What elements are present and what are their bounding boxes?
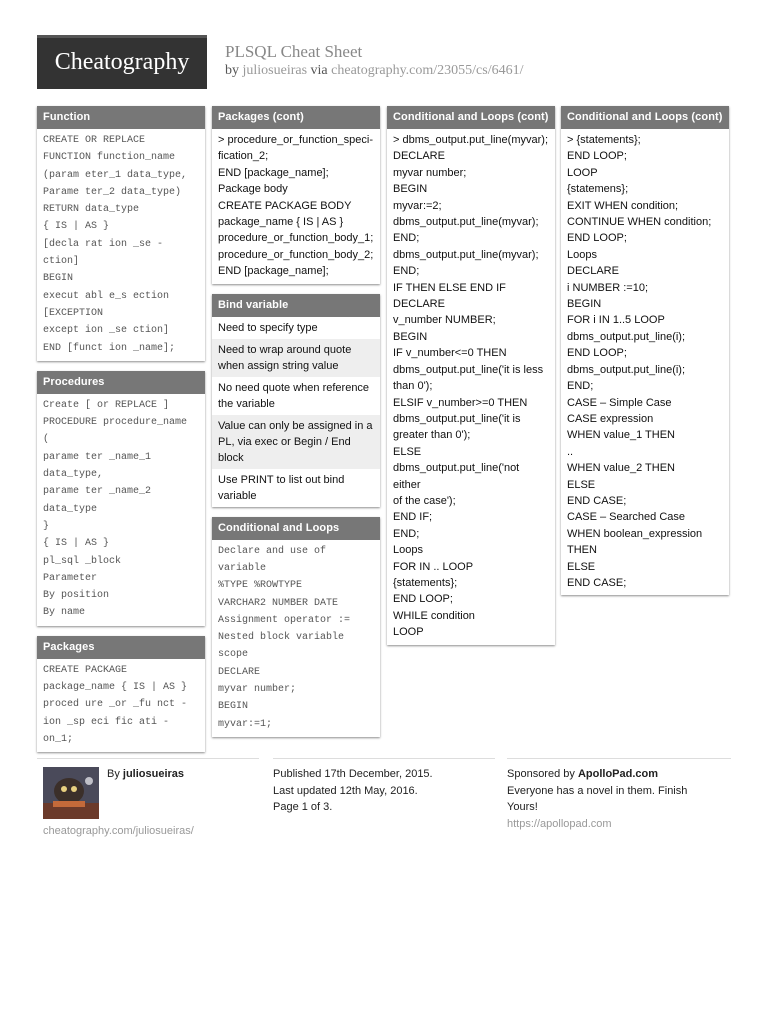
- text-line: myvar:=1;: [218, 718, 273, 730]
- row-text-line: Use PRINT to list out bind: [218, 473, 345, 486]
- text-line: By position: [43, 590, 110, 602]
- text-line: dbms_output.put_line(i);: [567, 330, 686, 343]
- page-title: PLSQL Cheat Sheet: [225, 42, 363, 61]
- procedures-section: [37, 371, 205, 626]
- row-text-line: when assign string value: [218, 359, 339, 372]
- text-line: package_name { IS | AS }: [218, 216, 344, 229]
- text-line: END;: [393, 232, 420, 245]
- text-line: ELSE: [567, 478, 596, 491]
- text-line: Parameter: [43, 572, 98, 584]
- text-line: dbms_output.put_line(myvar);: [393, 248, 539, 261]
- packages-section: [37, 636, 205, 752]
- text-line: ELSE: [567, 560, 596, 573]
- text-line: END IF;: [393, 511, 433, 524]
- text-line: BEGIN: [218, 701, 249, 713]
- avatar-image: [43, 767, 99, 819]
- sponsor-text-1: Everyone has a novel in them. Finish: [507, 784, 688, 797]
- text-line: ELSE: [393, 445, 422, 458]
- text-line: pl_sql _block: [43, 555, 122, 567]
- text-line: FOR i IN 1..5 LOOP: [567, 314, 665, 327]
- text-line: myvar number;: [218, 684, 297, 696]
- text-line: END;: [393, 265, 420, 278]
- section-header: Conditional and Loops (cont): [387, 106, 555, 129]
- text-line: FOR IN .. LOOP: [393, 560, 474, 573]
- text-line: (: [43, 434, 50, 446]
- text-line: myvar:=2;: [393, 199, 442, 212]
- text-line: CASE – Searched Case: [567, 511, 686, 524]
- column-3: [387, 106, 555, 655]
- text-line: data_type: [43, 503, 98, 515]
- column-4: [561, 106, 729, 605]
- by-label: By: [107, 768, 120, 780]
- text-line: [EXCEPTION: [43, 307, 104, 319]
- text-line: BEGIN: [567, 298, 602, 311]
- row-text-line: the variable: [218, 397, 275, 410]
- text-line: END LOOP;: [393, 593, 453, 606]
- text-line: procedure_or_function_body_1;: [218, 232, 374, 245]
- section-body: [212, 129, 380, 284]
- text-line: ELSIF v_number>=0 THEN: [393, 396, 528, 409]
- row-text-line: variable: [218, 489, 257, 502]
- text-line: IF v_number<=0 THEN: [393, 347, 507, 360]
- packages-cont-section: [212, 106, 380, 284]
- text-line: PROCEDURE procedure_name: [43, 417, 188, 429]
- page-number: Page 1 of 3.: [273, 801, 333, 813]
- text-line: RETURN data_type: [43, 204, 140, 216]
- text-line: Package body: [218, 183, 288, 196]
- text-line: END LOOP;: [567, 232, 627, 245]
- text-line: Assignment operator :=: [218, 614, 351, 626]
- text-line: { IS | AS }: [43, 221, 110, 233]
- text-line: DECLARE: [393, 298, 445, 311]
- text-line: myvar number;: [393, 166, 467, 179]
- text-line: {statements};: [393, 576, 458, 589]
- text-line: Loops: [393, 544, 423, 557]
- text-line: ction]: [43, 256, 80, 268]
- text-line: EXIT WHEN condition;: [567, 199, 679, 212]
- avatar[interactable]: [43, 767, 99, 819]
- header: [37, 33, 731, 91]
- row-text-line: block: [218, 451, 244, 464]
- section-body: [37, 394, 205, 626]
- section-body: [212, 317, 380, 507]
- text-line: i NUMBER :=10;: [567, 281, 648, 294]
- author-name-link[interactable]: juliosueiras: [122, 768, 185, 780]
- text-line: CREATE PACKAGE: [43, 664, 128, 676]
- text-line: ion _sp eci fic ati -: [43, 716, 170, 728]
- row-text-line: PL, via exec or Begin / End: [218, 435, 351, 448]
- sponsor-url-link[interactable]: https://apollopad.com: [507, 817, 612, 830]
- bind-variable-section: [212, 294, 380, 507]
- section-header: Procedures: [37, 371, 205, 394]
- row-text-line: Value can only be assigned in a: [218, 419, 373, 432]
- text-line: IF THEN ELSE END IF: [393, 281, 506, 294]
- conditional-loops-cont-section: [387, 106, 555, 645]
- section-header: Packages: [37, 636, 205, 659]
- text-line: WHILE condition: [393, 609, 475, 622]
- text-line: WHEN value_1 THEN: [567, 429, 675, 442]
- text-line: CASE expression: [567, 412, 654, 425]
- function-section: [37, 106, 205, 361]
- text-line: dbms_output.put_line(i);: [567, 363, 686, 376]
- text-line: Nested block variable: [218, 632, 345, 644]
- row-text-line: Need to specify type: [218, 321, 318, 334]
- footer-author-name: [107, 766, 184, 783]
- sponsor-text-2: Yours!: [507, 801, 538, 813]
- author-link[interactable]: juliosueiras: [242, 63, 308, 78]
- section-body: [561, 129, 729, 595]
- section-body: [212, 540, 380, 737]
- text-line: ..: [567, 445, 574, 458]
- column-1: [37, 106, 205, 762]
- table-row: [212, 317, 380, 339]
- table-row: [212, 377, 380, 415]
- section-header: Packages (cont): [212, 106, 380, 129]
- text-line: END [package_name];: [218, 166, 329, 179]
- text-line: END LOOP;: [567, 150, 627, 163]
- text-line: proced ure _or _fu nct -: [43, 699, 188, 711]
- text-line: data_type,: [43, 469, 104, 481]
- text-line: Parame ter_2 data_type): [43, 186, 182, 198]
- by-prefix: by: [225, 63, 239, 78]
- published-date: Published 17th December, 2015.: [273, 768, 433, 780]
- text-line: v_number NUMBER;: [393, 314, 496, 327]
- author-profile-link[interactable]: cheatography.com/juliosueiras/: [43, 825, 194, 837]
- text-line: dbms_output.put_line('it is: [393, 412, 521, 425]
- updated-date: Last updated 12th May, 2016.: [273, 784, 418, 797]
- text-line: (param eter_1 data_type,: [43, 169, 188, 181]
- text-line: variable: [218, 562, 267, 574]
- text-line: dbms_output.put_line(myvar);: [393, 216, 539, 229]
- section-body: [37, 129, 205, 361]
- text-line: WHEN boolean_expression: [567, 527, 703, 540]
- sponsor-link[interactable]: ApolloPad.com: [577, 768, 659, 780]
- text-line: BEGIN: [43, 273, 74, 285]
- text-line: END LOOP;: [567, 347, 627, 360]
- section-body: [387, 129, 555, 645]
- text-line: END [package_name];: [218, 265, 329, 278]
- text-line: CASE – Simple Case: [567, 396, 672, 409]
- text-line: than 0');: [393, 380, 433, 393]
- row-text-line: No need quote when reference: [218, 381, 370, 394]
- text-line: { IS | AS }: [43, 538, 110, 550]
- text-line: LOOP: [567, 166, 598, 179]
- text-line: WHEN value_2 THEN: [567, 462, 675, 475]
- text-line: {statemens};: [567, 183, 629, 196]
- text-line: parame ter _name_1: [43, 451, 152, 463]
- via-label: via: [310, 63, 328, 78]
- text-line: DECLARE: [567, 265, 619, 278]
- column-2: [212, 106, 380, 747]
- text-line: BEGIN: [393, 330, 428, 343]
- text-line: parame ter _name_2: [43, 486, 152, 498]
- text-line: > dbms_output.put_line(myvar);: [393, 134, 548, 146]
- text-line: %TYPE %ROWTYPE: [218, 580, 303, 592]
- text-line: END;: [567, 380, 594, 393]
- text-line: By name: [43, 607, 86, 619]
- text-line: execut abl e_s ection: [43, 290, 170, 302]
- text-line: > {statements};: [567, 134, 641, 146]
- text-line: DECLARE: [393, 150, 445, 163]
- row-text-line: Need to wrap around quote: [218, 343, 352, 356]
- text-line: of the case');: [393, 494, 456, 507]
- text-line: CREATE OR REPLACE: [43, 135, 146, 146]
- text-line: END CASE;: [567, 576, 627, 589]
- text-line: Loops: [567, 248, 597, 261]
- section-header: Function: [37, 106, 205, 129]
- text-line: Create [ or REPLACE ]: [43, 399, 170, 411]
- section-header: Conditional and Loops: [212, 517, 380, 540]
- text-line: FUNCTION function_name: [43, 152, 176, 164]
- text-line: END;: [393, 527, 420, 540]
- text-line: except ion _se ction]: [43, 325, 170, 337]
- text-line: [decla rat ion _se -: [43, 238, 164, 250]
- section-header: Bind variable: [212, 294, 380, 317]
- cheatography-logo[interactable]: Cheatography: [37, 35, 207, 89]
- text-line: dbms_output.put_line('it is less: [393, 363, 544, 376]
- text-line: VARCHAR2 NUMBER DATE: [218, 597, 339, 609]
- text-line: END [funct ion _name];: [43, 342, 176, 354]
- text-line: greater than 0');: [393, 429, 471, 442]
- text-line: }: [43, 520, 50, 532]
- text-line: BEGIN: [393, 183, 428, 196]
- conditional-loops-cont2-section: [561, 106, 729, 595]
- footer-author: [37, 758, 259, 837]
- text-line: THEN: [567, 544, 597, 557]
- text-line: DECLARE: [218, 666, 261, 678]
- section-body: [37, 659, 205, 752]
- text-line: Declare and use of: [218, 545, 327, 557]
- text-line: fication_2;: [218, 150, 269, 163]
- text-line: scope: [218, 649, 249, 661]
- text-line: CREATE PACKAGE BODY: [218, 199, 352, 212]
- text-line: CONTINUE WHEN condition;: [567, 216, 712, 229]
- text-line: dbms_output.put_line('not either: [393, 462, 520, 491]
- table-row: [212, 339, 380, 377]
- section-header: Conditional and Loops (cont): [561, 106, 729, 129]
- byline: [225, 63, 523, 79]
- footer-sponsor: [507, 758, 731, 832]
- sponsored-by-label: Sponsored by: [507, 768, 575, 780]
- sheet-url-link[interactable]: cheatography.com/23055/cs/6461/: [331, 63, 524, 78]
- text-line: LOOP: [393, 626, 424, 639]
- text-line: procedure_or_function_body_2;: [218, 248, 374, 261]
- text-line: > procedure_or_function_speci-: [218, 134, 374, 146]
- text-line: package_name { IS | AS }: [43, 682, 188, 694]
- text-line: END CASE;: [567, 494, 627, 507]
- table-row: [212, 469, 380, 507]
- text-line: on_1;: [43, 733, 74, 745]
- sponsor-line: [507, 766, 731, 783]
- conditional-loops-section: [212, 517, 380, 737]
- footer: [37, 758, 731, 838]
- table-row: [212, 415, 380, 469]
- footer-dates: [273, 758, 495, 816]
